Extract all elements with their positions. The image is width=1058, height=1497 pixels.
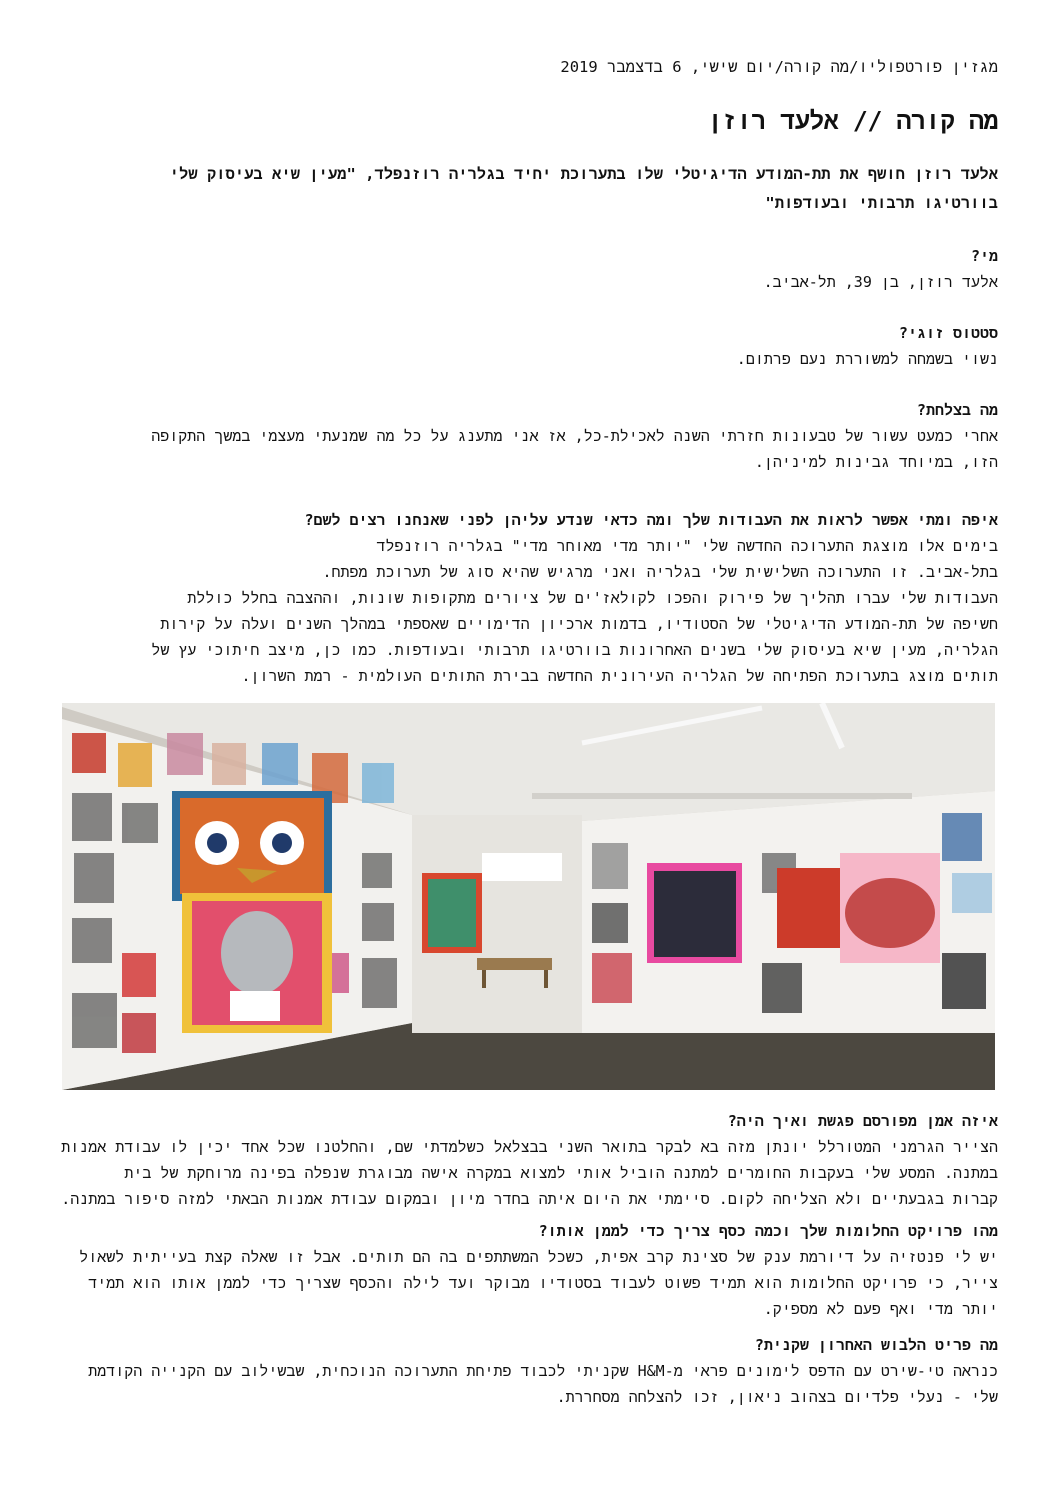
question: מה בצלחת? [916,401,998,419]
qa-section [62,1108,998,1212]
qa-section [62,320,998,372]
question: סטטוס זוגי? [898,324,998,342]
answer-line: בימים אלו מוצגת התערוכה החדשה שלי "יותר מדי מאוחר מדי" בגלריה רוזנפלד [376,537,998,555]
answer-line: תותים מוצג בתערוכת הפתיחה של הגלריה העירונית החדשה בבירת התותים העולמית - רמת השרון. [241,667,998,685]
answer-line: בתל-אביב. זו התערוכה השלישית שלי בגלריה ואני מרגיש שהיא סוג של תערוכת מפתח. [322,563,998,581]
answer [62,1358,998,1410]
qa-section [62,1218,998,1322]
answer-line: נשוי בשמחה למשוררת נעם פרתום. [736,350,998,368]
answer-line: יותר מדי ואף פעם לא מספיק. [763,1300,998,1318]
answer-line: שלי - נעלי פלדיום בצהוב ניאון, זכו להצלחה מסחררת. [556,1388,998,1406]
answer-line: העבודות שלי עברו תהליך של פירוק והפכו לקולאז'ים של ציורים מתקופות שונות, וההצבה בחלל כוללת [187,589,998,607]
answer-line: יש לי פנטזיה על דיורמת ענק של סצינת קרב אפית, כשכל המשתתפים בה הם תותים. אבל זו שאלה קצת בעייתית לשאול [79,1248,998,1266]
answer-line: במתנה. המסע שלי בעקבות החומרים למתנה הוביל אותי למצוא במקרה אישה מבוגרת שנפלה בפינה מרוחקת של בית [124,1164,998,1182]
answer-line: הגלריה, מעין שיא בעיסוק שלי בשנים האחרונות בוורטיגו תרבותי ובעודפות. כמו כן, מיצב חיתוכי עץ של [151,641,998,659]
answer [62,269,998,295]
answer [62,1244,998,1322]
answer [62,1134,998,1212]
lead-line: בוורטיגו תרבותי ובעודפות" [765,194,998,212]
question: איפה ומתי אפשר לראות את העבודות שלך ומה כדאי שנדע עליהן לפני שאנחנו רצים לשם? [304,511,998,529]
answer [62,423,998,475]
article-lead [62,160,998,218]
lead-line: אלעד רוזן חושף את תת-המודע הדיגיטלי שלו בתערוכת יחיד בגלריה רוזנפלד, "מעין שיא בעיסוק שלי [169,165,998,183]
answer-line: צייר, כי פרויקט החלומות הוא תמיד פשוט לעבוד בסטודיו מבוקר ועד לילה והכסף שצריך כדי לממן אותו הוא תמיד [88,1274,998,1292]
publication-line: מגזין פורטפוליו/מה קורה/יום שישי, 6 בדצמבר 2019 [560,58,998,76]
answer-line: הזו, במיוחד גבינות למיניהן. [754,453,998,471]
qa-section [62,397,998,475]
answer [62,346,998,372]
question: מי? [970,247,998,265]
qa-section [62,507,998,689]
answer-line: הצייר הגרמני המטורלל יונתן מזה בא לבקר בתואר השני בבצלאל כשלמדתי שם, והחלטנו שכל אחד יכין לו עבודת אמנות [61,1138,998,1156]
question: מה פריט הלבוש האחרון שקנית? [754,1336,998,1354]
qa-section [62,243,998,295]
gallery-photo-drawing [62,703,995,1090]
qa-section [62,1332,998,1410]
question: מהו פרויקט החלומות שלך וכמה כסף צריך כדי לממן אותו? [538,1222,998,1240]
answer-line: אחרי כמעט עשור של טבעונות חזרתי השנה לאכילת-כל, אז אני מתענג על כל מה שמנעתי מעצמי במשך התקופה [151,427,998,445]
answer-line: קברות בגבעתיים ולא הצליחה לקום. סיימתי את היום איתה בחדר מיון ובמקום עבודת אמנות הבאתי למזה סיפור במתנה. [61,1190,998,1208]
answer [62,533,998,689]
answer-line: חשיפה של תת-המודע הדיגיטלי של הסטודיו, בדמות ארכיון הדימויים שאספתי במהלך השנים ועלה על קירות [160,615,998,633]
article-title: מה קורה // אלעד רוזן [707,106,998,135]
answer-line: כנראה טי-שירט עם הדפס לימונים פראי מ-H&M שקניתי לכבוד פתיחת התערוכה הנוכחית, שבשילוב עם הקנייה הקודמת [88,1362,998,1380]
answer-line: אלעד רוזן, בן 39, תל-אביב. [763,273,998,291]
gallery-photo [62,703,995,1090]
question: איזה אמן מפורסם פגשת ואיך היה? [727,1112,998,1130]
